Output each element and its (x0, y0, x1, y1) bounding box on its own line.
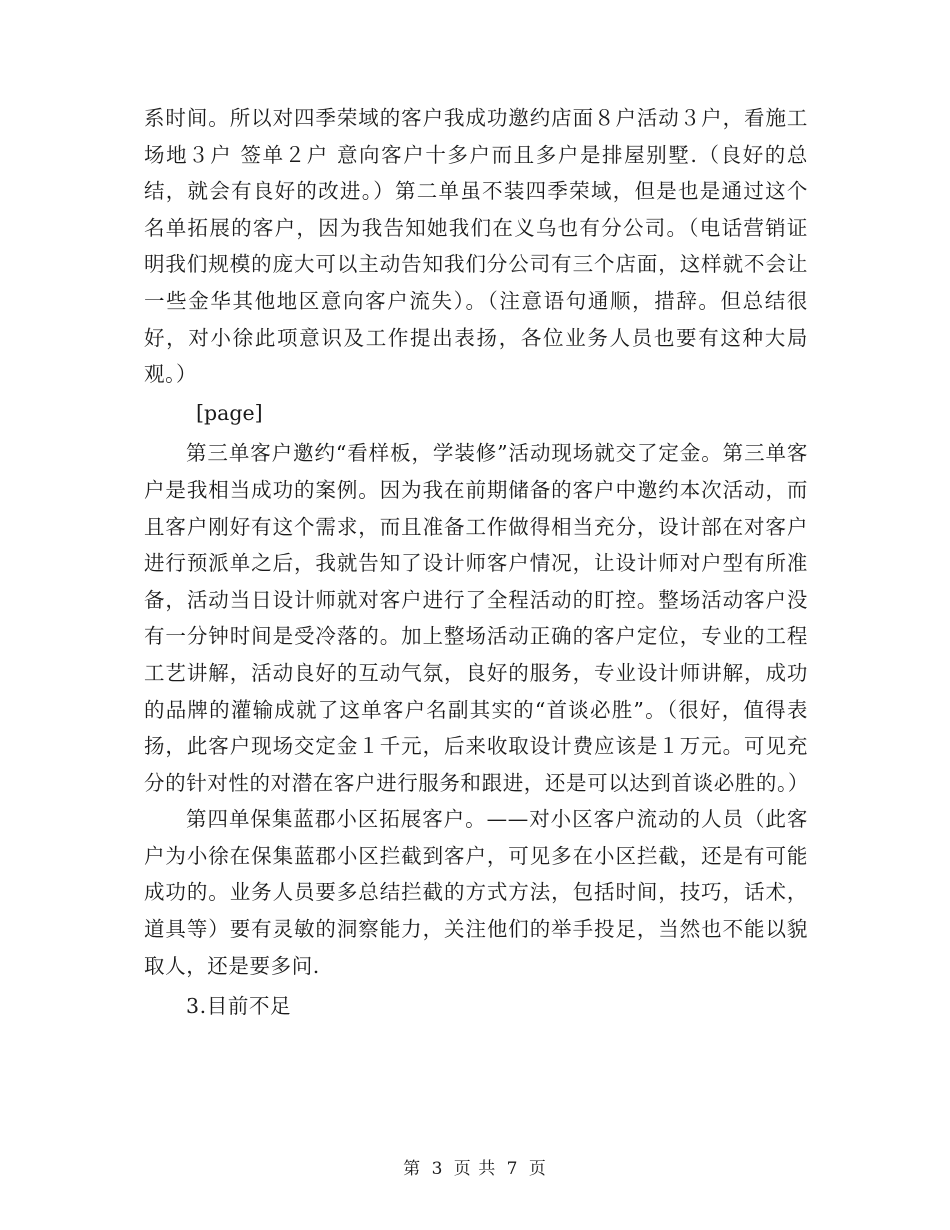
page-marker: [page] (196, 400, 263, 425)
footer-current-page: 3 (431, 1159, 444, 1179)
paragraph-third-order: 第三单客户邀约“看样板，学装修”活动现场就交了定金。第三单客户是我相当成功的案例。因为我在前期储备的客户中邀约本次活动，而且客户刚好有这个需求，而且准备工作做得相当充分，设计部在对客户进行预派单之后，我就告知了设计师客户情况，让设计师对户型有所准备，活动当日设计师就对客户进行了全程活动的盯控。整场活动客户没有一分钟时间是受冷落的。加上整场活动正确的客户定位，专业的工程工艺讲解，活动良好的互动气氛，良好的服务，专业设计师讲解，成功的品牌的灌输成就了这单客户名副其实的“首谈必胜”。（很好，值得表扬，此客户现场交定金１千元，后来收取设计费应该是１万元。可见充分的针对性的对潜在客户进行服务和跟进，还是可以达到首谈必胜的。） (144, 441, 809, 795)
page-footer (0, 1154, 950, 1179)
footer-suffix: 页 (528, 1159, 547, 1179)
footer-prefix: 第 (403, 1159, 422, 1179)
paragraph-continued: 系时间。所以对四季荣域的客户我成功邀约店面８户活动３户，看施工场地３户 签单２户 意向客户十多户而且多户是排屋别墅.（良好的总结，就会有良好的改进。）第二单虽不装四季荣域，但是也是通过这个名单拓展的客户，因为我告知她我们在义乌也有分公司。（电话营销证明我们规模的庞大可以主动告知我们分公司有三个店面，这样就不会让一些金华其他地区意向客户流失）。（注意语句通顺，措辞。但总结很好，对小徐此项意识及工作提出表扬，各位业务人员也要有这种大局观。） (144, 106, 808, 387)
document-body (144, 100, 808, 1025)
paragraph-fourth-order: 第四单保集蓝郡小区拓展客户。——对小区客户流动的人员（此客户为小徐在保集蓝郡小区拦截到客户，可见多在小区拦截，还是有可能成功的。业务人员要多总结拦截的方式方法，包括时间，技巧，话术，道具等）要有灵敏的洞察能力，关注他们的举手投足，当然也不能以貌取人，还是要多问. (144, 807, 808, 978)
footer-total-pages: 7 (506, 1159, 519, 1179)
footer-middle: 页 共 (453, 1159, 497, 1179)
section-heading: 3.目前不足 (186, 994, 292, 1019)
